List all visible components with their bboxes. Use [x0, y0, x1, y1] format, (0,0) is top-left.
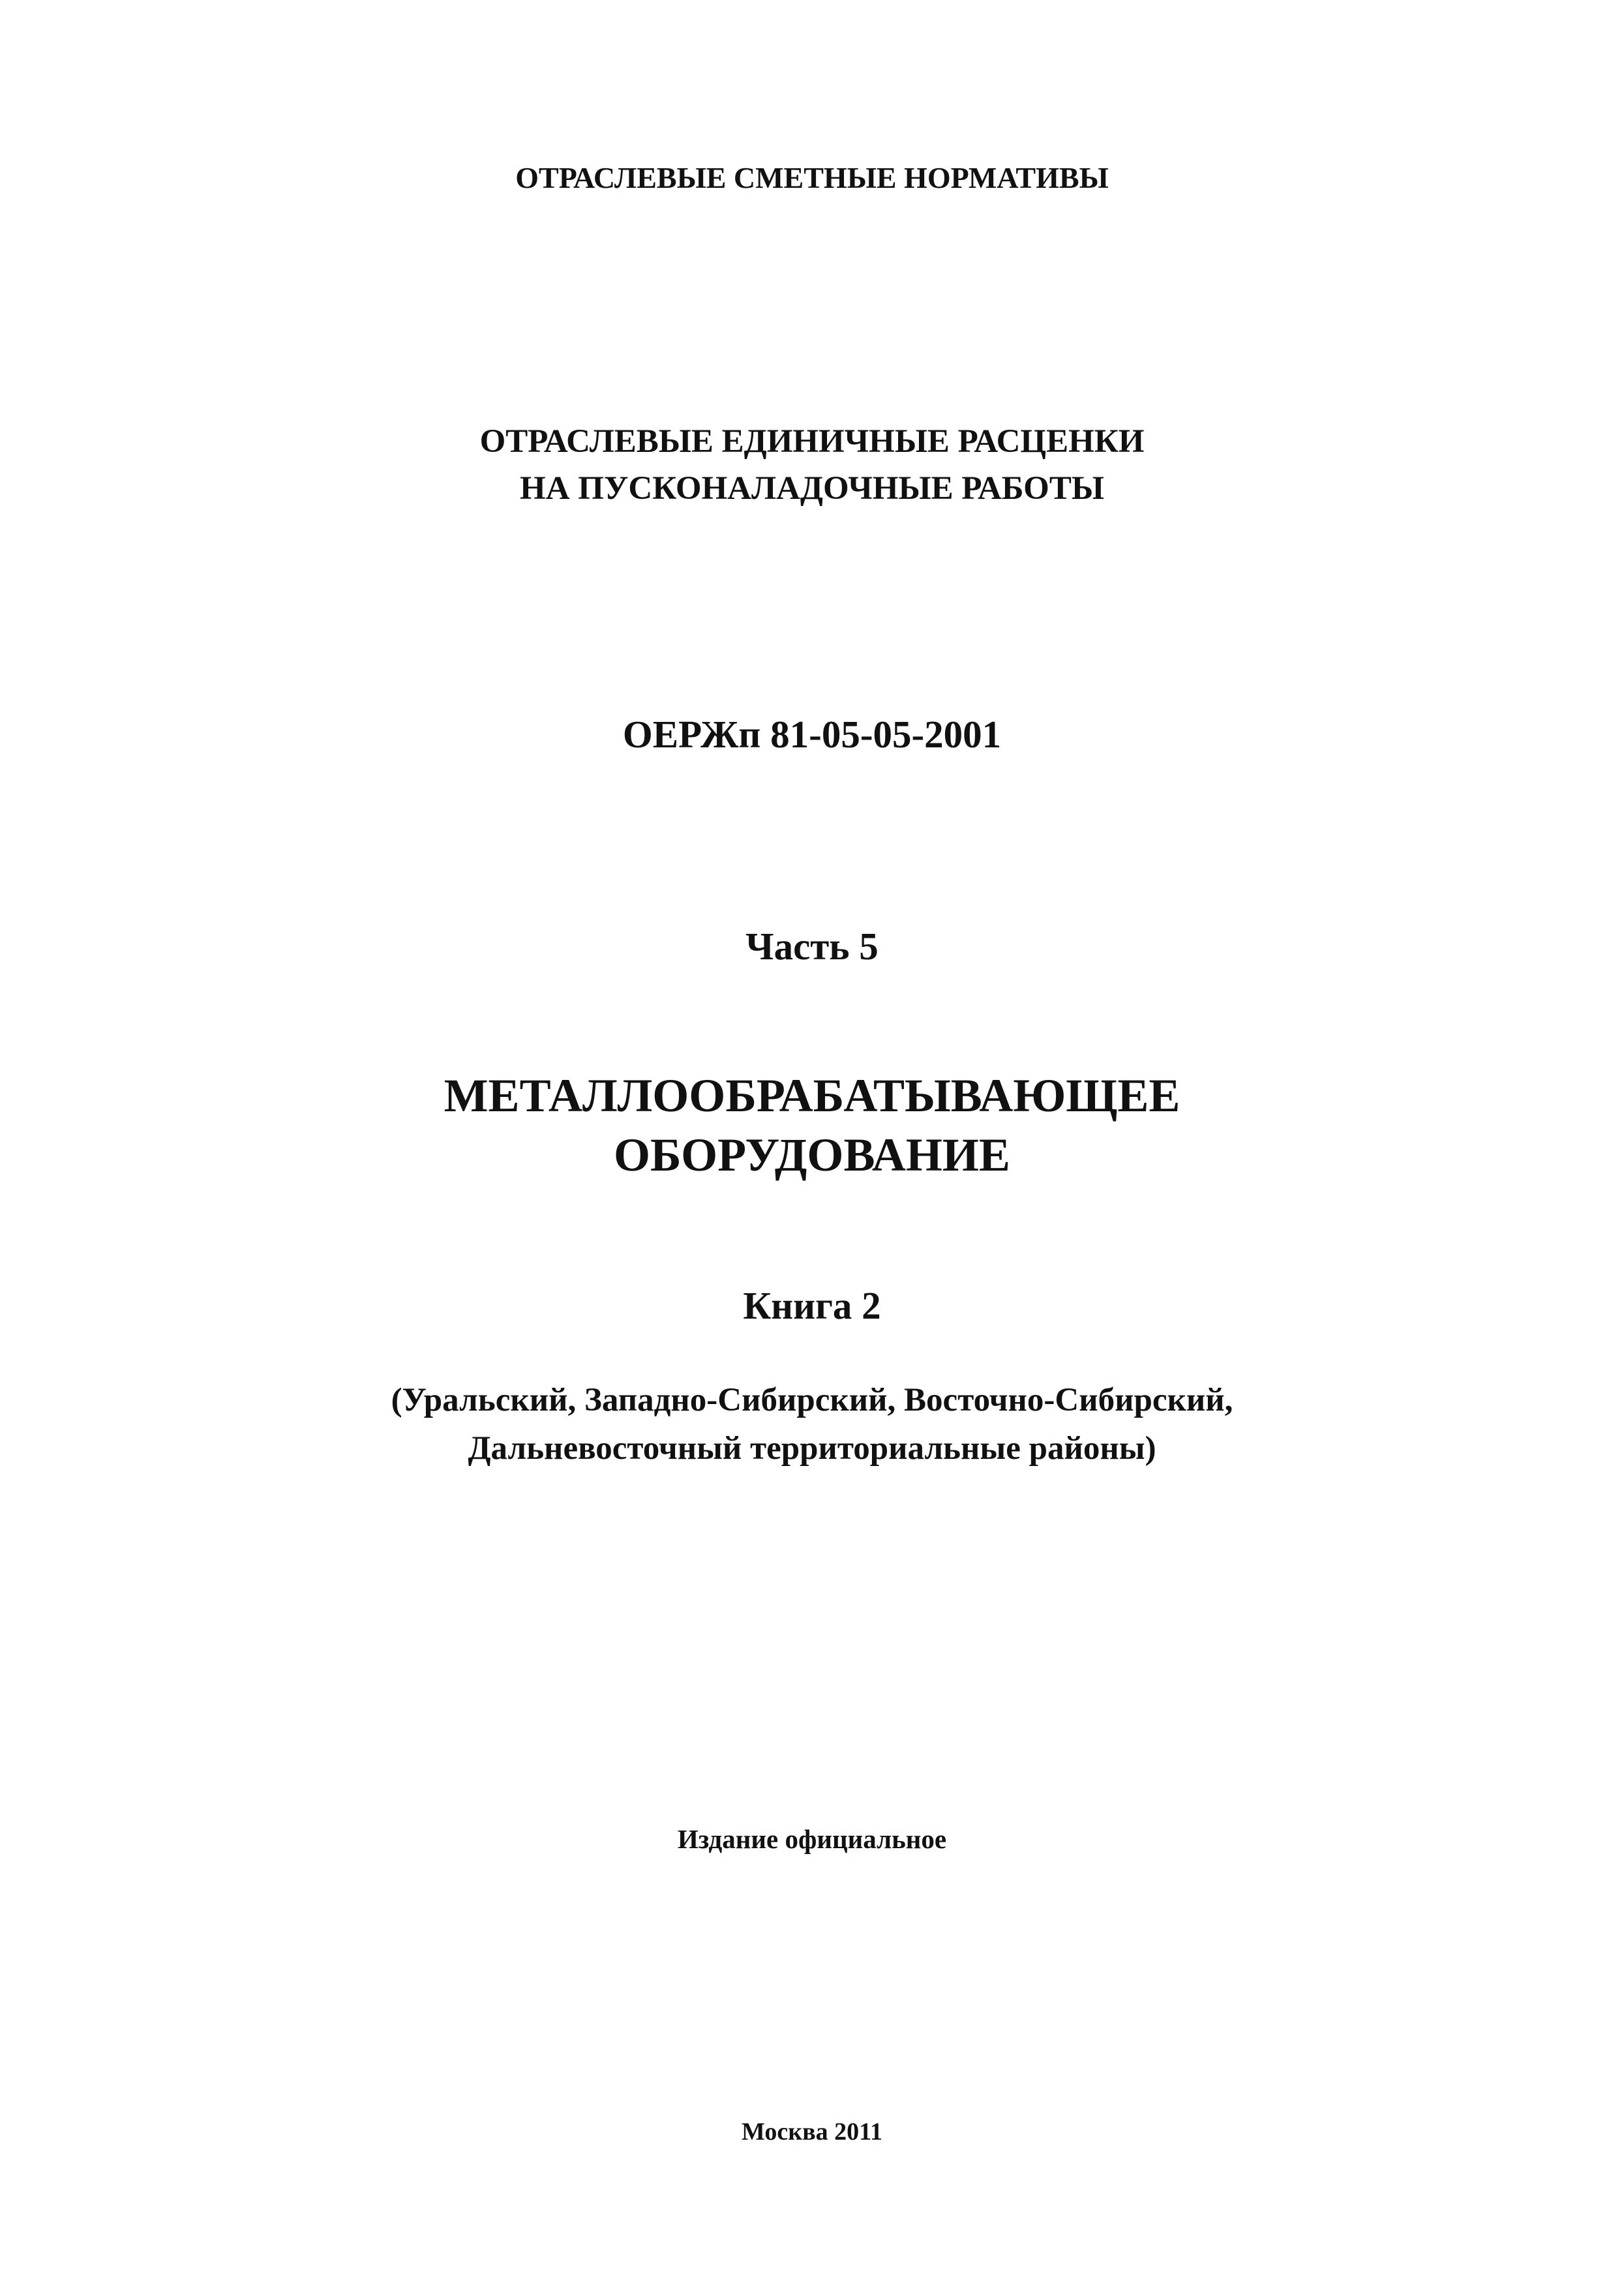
- edition-note: Издание официальное: [677, 1824, 947, 1854]
- part-label: Часть 5: [745, 925, 879, 968]
- document-title-line-2: НА ПУСКОНАЛАДОЧНЫЕ РАБОТЫ: [520, 470, 1104, 507]
- book-label: Книга 2: [743, 1284, 881, 1327]
- regions-line-2: Дальневосточный территориальные районы): [468, 1430, 1156, 1467]
- document-code: ОЕРЖп 81-05-05-2001: [622, 713, 1002, 756]
- regions-line-1: (Уральский, Западно-Сибирский, Восточно-Сибирский,: [391, 1382, 1233, 1418]
- subject-line-2: ОБОРУДОВАНИЕ: [614, 1129, 1010, 1181]
- series-title: ОТРАСЛЕВЫЕ СМЕТНЫЕ НОРМАТИВЫ: [515, 161, 1109, 194]
- subject-line-1: МЕТАЛЛООБРАБАТЫВАЮЩЕЕ: [444, 1070, 1180, 1122]
- place-year: Москва 2011: [741, 2118, 883, 2146]
- document-title-line-1: ОТРАСЛЕВЫЕ ЕДИНИЧНЫЕ РАСЦЕНКИ: [479, 423, 1145, 460]
